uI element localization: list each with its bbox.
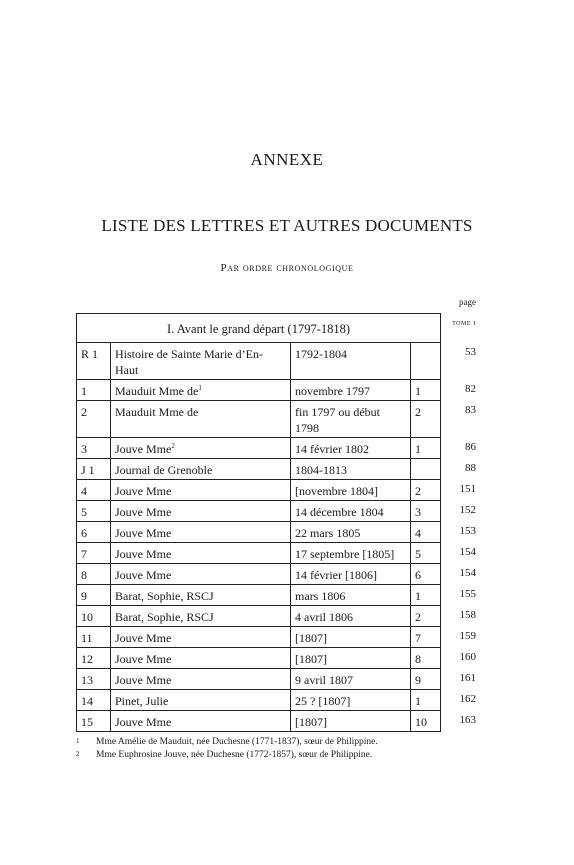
entry-name: Jouve Mme <box>111 711 291 732</box>
entry-name: Mauduit Mme $de^1$ <box>111 380 291 401</box>
table-row <box>77 380 441 401</box>
entry-number: 5 <box>77 501 111 522</box>
entry-date: [1807] <box>291 711 411 732</box>
entry-name: Jouve Mme <box>111 522 291 543</box>
entry-date: [1807] <box>291 627 411 648</box>
table-row <box>77 501 441 522</box>
entry-letter-index: 3 <box>411 501 441 522</box>
footnote-mark: 2 <box>76 750 80 758</box>
entry-date: [1807] <box>291 648 411 669</box>
entry-number: 7 <box>77 543 111 564</box>
page-column-label: page <box>459 297 476 307</box>
entry-number: J 1 <box>77 459 111 480</box>
entry-name: Jouve Mme$^2$ <box>111 438 291 459</box>
entry-letter-index: 10 <box>411 711 441 732</box>
entry-date: 4 avril 1806 <box>291 606 411 627</box>
entry-name: Pinet, Julie <box>111 690 291 711</box>
entry-letter-index: 1 <box>411 585 441 606</box>
entry-number: 11 <box>77 627 111 648</box>
page-number: 86 <box>465 441 476 453</box>
entry-letter-index: 1 <box>411 380 441 401</box>
table-row <box>77 543 441 564</box>
footnote-text: Mme Amélie de Mauduit, née Duchesne (1771-1837), sœur de Philippine. <box>96 737 378 747</box>
table-row <box>77 585 441 606</box>
entry-name: Jouve Mme <box>111 627 291 648</box>
entry-number: 12 <box>77 648 111 669</box>
table-row <box>77 564 441 585</box>
entry-letter-index: 1 <box>411 690 441 711</box>
entry-number: 15 <box>77 711 111 732</box>
page-numbers-column <box>436 313 476 731</box>
entry-name: Jouve Mme <box>111 564 291 585</box>
page-number: 158 <box>459 609 476 621</box>
entry-date: 22 mars 1805 <box>291 522 411 543</box>
entry-number: 4 <box>77 480 111 501</box>
entry-date: 14 février 1802 <box>291 438 411 459</box>
table-row <box>77 522 441 543</box>
entry-date: 9 avril 1807 <box>291 669 411 690</box>
page-number: 159 <box>459 630 476 642</box>
entry-date: fin 1797 ou début 1798 <box>291 401 411 438</box>
entry-letter-index: 2 <box>411 480 441 501</box>
entry-name: Jouve Mme <box>111 501 291 522</box>
entry-letter-index: 2 <box>411 606 441 627</box>
table-row <box>77 690 441 711</box>
entry-name: Journal de Grenoble <box>111 459 291 480</box>
page-number: 82 <box>465 383 476 395</box>
page-number: 163 <box>459 714 476 726</box>
footnote <box>76 749 378 762</box>
entry-number: 6 <box>77 522 111 543</box>
tome-label: tome i <box>452 318 476 327</box>
table-row <box>77 606 441 627</box>
page-number: 161 <box>459 672 476 684</box>
entry-name: Barat, Sophie, RSCJ <box>111 585 291 606</box>
page-number: 160 <box>459 651 476 663</box>
entry-name: Jouve Mme <box>111 648 291 669</box>
entry-date: 25 ? [1807] <box>291 690 411 711</box>
entry-name: Histoire de Sainte Marie d’En-Haut <box>111 343 291 380</box>
page-number: 53 <box>465 346 476 358</box>
footnote-ref: 2 <box>171 442 175 450</box>
page-number: 155 <box>459 588 476 600</box>
entry-letter-index: 8 <box>411 648 441 669</box>
entry-letter-index: 9 <box>411 669 441 690</box>
documents-table <box>76 313 441 732</box>
table-row <box>77 343 441 380</box>
footnote <box>76 736 378 749</box>
page-number: 154 <box>459 546 476 558</box>
table-row <box>77 648 441 669</box>
footnote-text: Mme Euphrosine Jouve, née Duchesne (1772-1857), sœur de Philippine. <box>96 750 373 760</box>
table-row <box>77 711 441 732</box>
page-spacer <box>436 313 476 342</box>
table-row <box>77 459 441 480</box>
entry-number: 14 <box>77 690 111 711</box>
footnote-mark: 1 <box>76 737 80 745</box>
entry-number: 2 <box>77 401 111 438</box>
table-row <box>77 627 441 648</box>
entry-number: 13 <box>77 669 111 690</box>
footnote-ref: 1 <box>198 384 202 392</box>
page-title: ANNEXE <box>250 150 324 169</box>
entry-date: 17 septembre [1805] <box>291 543 411 564</box>
entry-date: 1804-1813 <box>291 459 411 480</box>
entry-date: [novembre 1804] <box>291 480 411 501</box>
page-number: 83 <box>465 404 476 416</box>
entry-letter-index: 5 <box>411 543 441 564</box>
entry-name: Jouve Mme <box>111 669 291 690</box>
entry-letter-index: 7 <box>411 627 441 648</box>
page-number: 153 <box>459 525 476 537</box>
entry-number: 1 <box>77 380 111 401</box>
table-row <box>77 401 441 438</box>
entry-name: Jouve Mme <box>111 480 291 501</box>
entry-number: 9 <box>77 585 111 606</box>
table-row <box>77 480 441 501</box>
entry-name: Barat, Sophie, RSCJ <box>111 606 291 627</box>
entry-letter-index: 4 <box>411 522 441 543</box>
section-subtitle: Par ordre chronologique <box>220 262 354 274</box>
entry-name: Mauduit Mme de <box>111 401 291 438</box>
page-number: 88 <box>465 462 476 474</box>
entry-date: 14 février [1806] <box>291 564 411 585</box>
table-section-heading: I. Avant le grand départ (1797-1818) <box>77 314 441 343</box>
page-number: 162 <box>459 693 476 705</box>
entry-letter-index: 6 <box>411 564 441 585</box>
entry-letter-index: 2 <box>411 401 441 438</box>
entry-number: 8 <box>77 564 111 585</box>
entry-date: mars 1806 <box>291 585 411 606</box>
footnotes <box>76 736 378 762</box>
entry-number: 3 <box>77 438 111 459</box>
table-row <box>77 669 441 690</box>
page-number: 151 <box>459 483 476 495</box>
page-number: 154 <box>459 567 476 579</box>
entry-date: novembre 1797 <box>291 380 411 401</box>
entry-date: 1792-1804 <box>291 343 411 380</box>
entry-letter-index: 1 <box>411 438 441 459</box>
entry-date: 14 décembre 1804 <box>291 501 411 522</box>
document-list-heading: LISTE DES LETTRES ET AUTRES DOCUMENTS <box>101 216 473 235</box>
entry-number: R 1 <box>77 343 111 380</box>
page-number: 152 <box>459 504 476 516</box>
table-row <box>77 438 441 459</box>
entry-name: Jouve Mme <box>111 543 291 564</box>
entry-number: 10 <box>77 606 111 627</box>
